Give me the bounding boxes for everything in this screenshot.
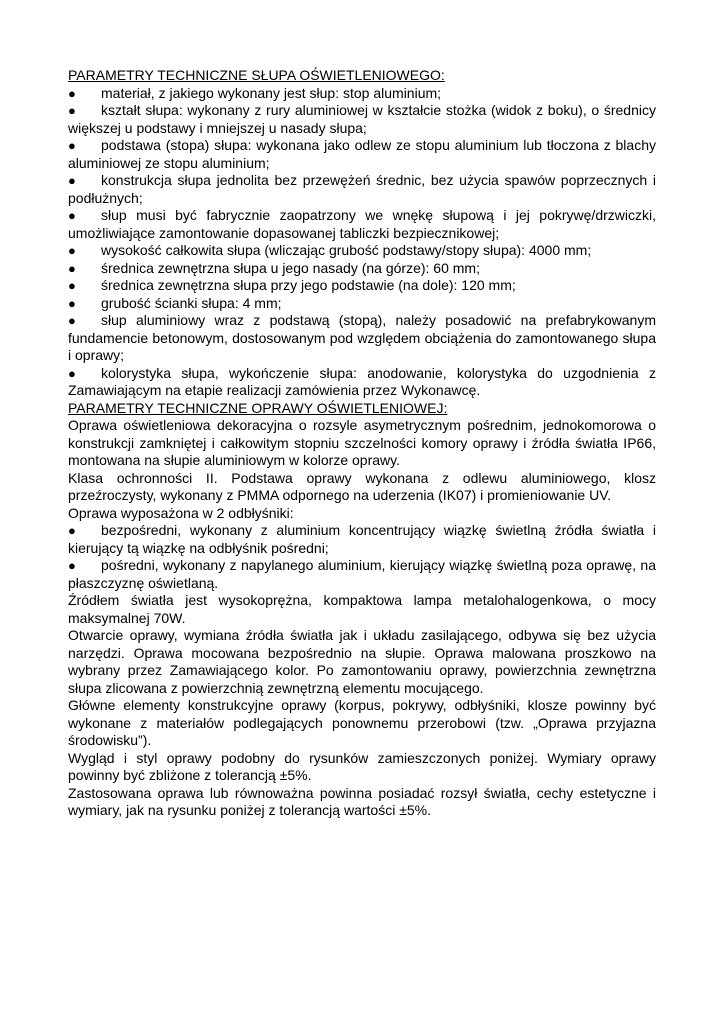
paragraph: Oprawa wyposażona w 2 odbłyśniki: (68, 504, 294, 521)
bullet-item (68, 85, 656, 103)
bullet-item (68, 137, 656, 172)
bullet-text: konstrukcja słupa jednolita bez przewężeń średnic, bez użycia spawów poprzecznych i podłużnych; (68, 172, 656, 206)
bullet-icon: ● (68, 365, 76, 381)
bullet-item (68, 312, 656, 365)
bullet-item (68, 522, 656, 557)
bullet-item (68, 557, 656, 592)
bullet-icon: ● (68, 278, 76, 293)
bullet-text: grubość ścianki słupa: 4 mm; (101, 294, 282, 311)
bullet-icon: ● (68, 103, 76, 118)
paragraph: Klasa ochronności II. Podstawa oprawy wykonana z odlewu aluminiowego, klosz przeźroczysty, wykonany z PMMA odpornego na uderzenia (IK07) i promieniowanie UV. (68, 469, 656, 503)
bullet-icon: ● (68, 208, 76, 223)
bullet-text: kolorystyka słupa, wykończenie słupa: anodowanie, kolorystyka do uzgodnienia z Zamawiającym na etapie realizacji zamówienia przez Wykonawcę. (68, 364, 656, 398)
bullet-text: pośredni, wykonany z napylanego aluminium, kierujący wiązkę świetlną poza oprawę, na płaszczyznę oświetlaną. (68, 557, 656, 591)
bullet-item (68, 277, 656, 295)
paragraph: Źródłem światła jest wysokoprężna, kompaktowa lampa metalohalogenkowa, o mocy maksymalnej 70W. (68, 592, 656, 626)
paragraph: Wygląd i styl oprawy podobny do rysunków zamieszczonych poniżej. Wymiary oprawy powinny być zbliżone z tolerancją ±5%. (68, 749, 656, 783)
bullet-icon: ● (68, 85, 76, 101)
paragraph: Otwarcie oprawy, wymiana źródła światła jak i układu zasilającego, odbywa się bez użycia narzędzi. Oprawa mocowana bezpośrednio na słupie. Oprawa malowana proszkowo na wybrany przez Zamawiającego kolor. Po zamontowaniu oprawy, powierzchnia zewnętrzna słupa zlicowana z powierzchnią zewnętrzną elementu mocującego. (68, 627, 656, 696)
bullet-item (68, 172, 656, 207)
bullet-icon: ● (68, 295, 76, 311)
paragraph: Oprawa oświetleniowa dekoracyjna o rozsyle asymetrycznym pośrednim, jednokomorowa o konstrukcji zamkniętej i całkowitym stopniu szczelności komory oprawy i źródła światła IP66, montowana na słupie aluminiowym w kolorze oprawy. (68, 417, 656, 468)
bullet-item (68, 207, 656, 242)
section-heading-luminaire: PARAMETRY TECHNICZNE OPRAWY OŚWIETLENIOWEJ: (68, 399, 448, 416)
document-page (68, 67, 656, 820)
bullet-icon: ● (68, 243, 76, 258)
bullet-icon: ● (68, 523, 76, 538)
bullet-text: słup musi być fabrycznie zaopatrzony we wnękę słupową i jej pokrywę/drzwiczki, umożliwiające zamontowanie dopasowanej tabliczki bezpiecznikowej; (68, 207, 656, 241)
bullet-icon: ● (68, 260, 76, 276)
bullet-text: średnica zewnętrzna słupa przy jego podstawie (na dole): 120 mm; (101, 277, 516, 293)
bullet-text: słup aluminiowy wraz z podstawą (stopą), należy posadowić na prefabrykowanym fundamencie betonowym, dostosowanym pod względem obciążenia do zamontowanego słupa i oprawy; (68, 312, 656, 363)
paragraph: Zastosowana oprawa lub równoważna powinna posiadać rozsył światła, cechy estetyczne i wymiary, jak na rysunku poniżej z tolerancją wartości ±5%. (68, 784, 656, 818)
bullet-text: bezpośredni, wykonany z aluminium koncentrujący wiązkę świetlną źródła światła i kierujący tą wiązkę na odbłyśnik pośredni; (68, 522, 656, 556)
bullet-icon: ● (68, 138, 76, 153)
bullet-text: materiał, z jakiego wykonany jest słup: stop aluminium; (101, 84, 442, 101)
bullet-item (68, 295, 656, 313)
bullet-icon: ● (68, 173, 76, 188)
bullet-text: kształt słupa: wykonany z rury aluminiowej w kształcie stożka (widok z boku), o średnicy większej u podstawy i mniejszej u nasady słupa; (68, 102, 656, 136)
bullet-item (68, 365, 656, 400)
bullet-item (68, 102, 656, 137)
bullet-icon: ● (68, 558, 76, 573)
bullet-text: wysokość całkowita słupa (wliczając grubość podstawy/stopy słupa): 4000 mm; (101, 242, 592, 258)
bullet-text: średnica zewnętrzna słupa u jego nasady (na górze): 60 mm; (101, 259, 480, 276)
bullet-icon: ● (68, 313, 76, 328)
bullet-item (68, 260, 656, 278)
paragraph: Główne elementy konstrukcyjne oprawy (korpus, pokrywy, odbłyśniki, klosze powinny być wykonane z materiałów podlegających ponownemu przerobowi (tzw. „Oprawa przyjazna środowisku”). (68, 697, 656, 748)
bullet-text: podstawa (stopa) słupa: wykonana jako odlew ze stopu aluminium lub tłoczona z blachy aluminiowej ze stopu aluminium; (68, 137, 656, 171)
bullet-item (68, 242, 656, 260)
section-heading-pole: PARAMETRY TECHNICZNE SŁUPA OŚWIETLENIOWEGO: (68, 67, 445, 83)
